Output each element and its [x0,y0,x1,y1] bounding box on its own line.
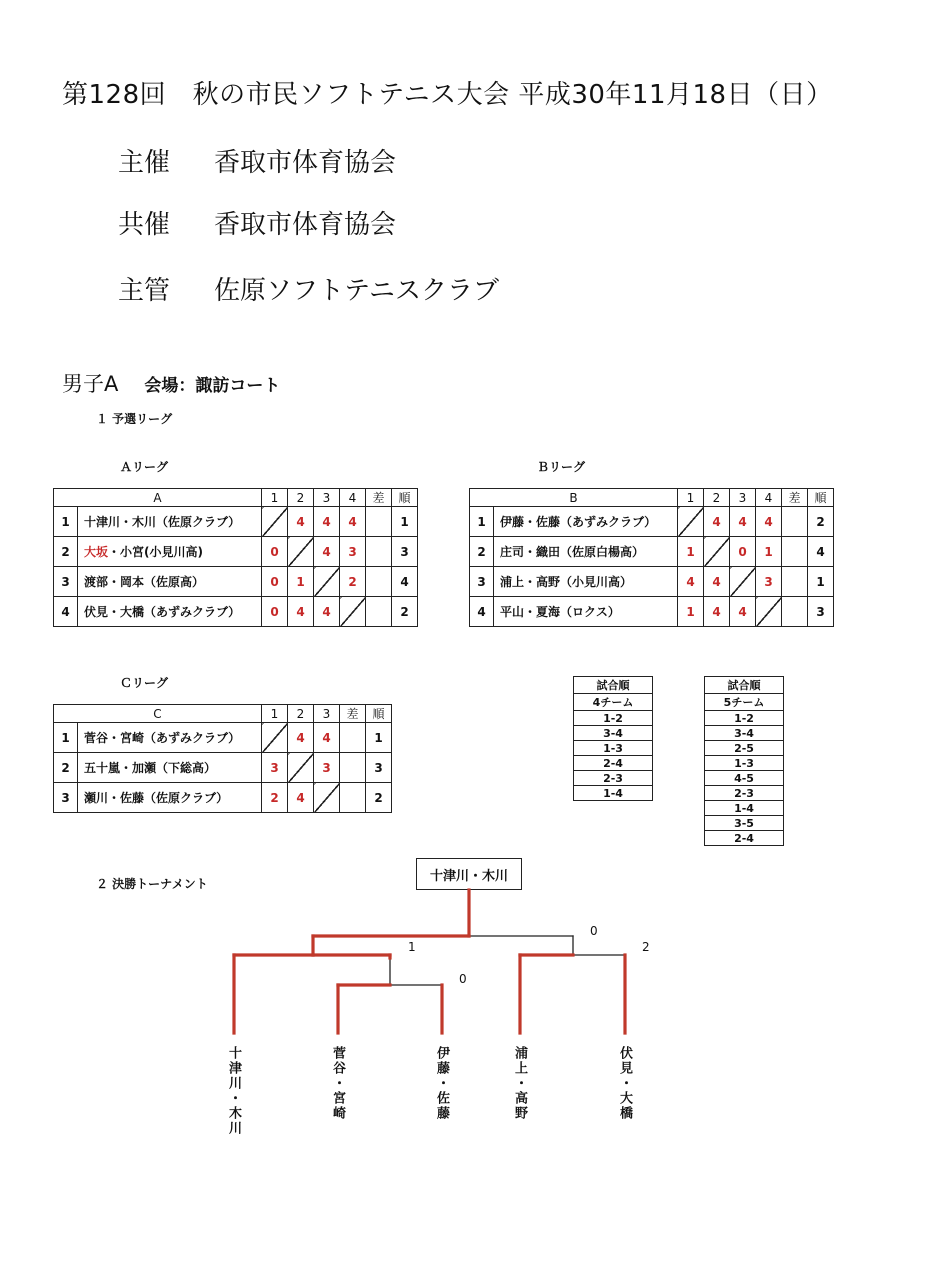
rank-cell: 4 [392,567,418,597]
score-cell: 4 [314,597,340,627]
tournament-winner: 十津川・木川 [416,858,522,890]
league-c-header-diff: 差 [340,705,366,723]
row-number: 4 [54,597,78,627]
rank-cell: 2 [366,783,392,813]
entrant-4: 浦上・高野 [512,1046,527,1121]
preliminary-label: １ 予選リーグ [96,412,173,426]
team-name-text: 平山・夏海（ロクス） [500,605,620,619]
rank-cell: 3 [808,597,834,627]
score-cell: 4 [288,723,314,753]
score-cell: 4 [288,507,314,537]
league-c-header-name: C [54,705,262,723]
rank-cell: 1 [392,507,418,537]
row-number: 4 [470,597,494,627]
league-b-header-rank: 順 [808,489,834,507]
organizer-cohost-label: 共催 [118,210,171,240]
score-cell: 0 [262,537,288,567]
organizer-cohost-value: 香取市体育協会 [214,210,397,240]
rank-cell: 3 [392,537,418,567]
entrant-2: 菅谷・宮崎 [330,1046,345,1121]
league-a-header-2: 2 [288,489,314,507]
score-cell: 4 [288,783,314,813]
score-semi-inner: 0 [459,972,467,986]
score-final-left: 1 [408,940,416,954]
list-item: 2-3 [574,771,653,786]
league-c-header-3: 3 [314,705,340,723]
team-name-text: 庄司・織田（佐原白楊高） [500,545,645,559]
list-item: 2-4 [574,756,653,771]
list-item: 1-2 [705,711,784,726]
team-name-text: 瀬川・佐藤（佐原クラブ） [84,791,229,805]
team-name-text: 五十嵐・加瀬（下総高） [84,761,217,775]
list-item: 1-3 [574,741,653,756]
entrant-1: 十津川・木川 [226,1046,241,1136]
rank-cell: 1 [808,567,834,597]
league-b-header-diff: 差 [782,489,808,507]
score-cell: 1 [288,567,314,597]
league-c-header-1: 1 [262,705,288,723]
score-cell: 4 [678,567,704,597]
section-title: 男子A [62,372,119,396]
team-name-text: 十津川・木川（佐原クラブ） [84,515,241,529]
score-cell: 1 [678,597,704,627]
rank-cell: 3 [366,753,392,783]
score-cell: 4 [288,597,314,627]
score-cell: 4 [314,723,340,753]
match-order-5-title: 試合順 [705,677,784,694]
organizer-manager-value: 佐原ソフトテニスクラブ [214,276,499,306]
league-a-header-rank: 順 [392,489,418,507]
score-cell: 0 [262,597,288,627]
score-cell: 4 [340,507,366,537]
organizer-manager-label: 主管 [118,276,171,306]
tournament-label: ２ 決勝トーナメント [96,877,208,891]
team-name-text: 伊藤・佐藤（あずみクラブ） [500,515,657,529]
list-item: 2-3 [705,786,784,801]
organizer-host-label: 主催 [118,148,171,178]
list-item: 1-3 [705,756,784,771]
league-a-header-diff: 差 [366,489,392,507]
row-number: 3 [54,783,78,813]
league-a-header-name: A [54,489,262,507]
team-name-text: 浦上・高野（小見川高） [500,575,633,589]
score-cell: 3 [756,567,782,597]
row-number: 1 [54,723,78,753]
score-cell: 1 [756,537,782,567]
rank-cell: 1 [366,723,392,753]
score-cell: 4 [314,537,340,567]
bracket-lines-red [234,890,625,1033]
league-c-caption: Ｃリーグ [120,676,169,690]
score-cell: 3 [314,753,340,783]
match-order-4-title: 試合順 [574,677,653,694]
row-number: 3 [470,567,494,597]
rank-cell: 2 [392,597,418,627]
score-cell: 4 [704,567,730,597]
team-name-text: 伏見・大橋（あずみクラブ） [84,605,241,619]
score-cell: 0 [262,567,288,597]
score-cell: 4 [314,507,340,537]
league-b-header-4: 4 [756,489,782,507]
bracket-lines-black [390,936,625,985]
row-number: 1 [54,507,78,537]
match-order-5-subtitle: 5チーム [705,694,784,711]
team-name-text: 菅谷・宮崎（あずみクラブ） [84,731,241,745]
score-cell: 3 [262,753,288,783]
score-cell: 0 [730,537,756,567]
score-cell: 2 [262,783,288,813]
row-number: 2 [54,753,78,783]
score-cell: 3 [340,537,366,567]
league-a-header-1: 1 [262,489,288,507]
team-name-highlight: 大坂 [84,545,109,559]
score-cell: 4 [730,597,756,627]
list-item: 4-5 [705,771,784,786]
list-item: 2-5 [705,741,784,756]
league-b-header-name: B [470,489,678,507]
list-item: 1-2 [574,711,653,726]
organizer-host-value: 香取市体育協会 [214,148,397,178]
score-semi-right: 2 [642,940,650,954]
list-item: 3-4 [705,726,784,741]
score-cell: 4 [704,507,730,537]
list-item: 1-4 [705,801,784,816]
league-c-header-rank: 順 [366,705,392,723]
row-number: 2 [54,537,78,567]
league-b-header-2: 2 [704,489,730,507]
entrant-5: 伏見・大橋 [617,1046,632,1121]
team-name-text: ・小宮(小見川高) [108,545,203,559]
league-b-caption: Ｂリーグ [537,460,586,474]
league-a-header-4: 4 [340,489,366,507]
rank-cell: 2 [808,507,834,537]
row-number: 2 [470,537,494,567]
list-item: 3-5 [705,816,784,831]
league-b-header-1: 1 [678,489,704,507]
row-number: 1 [470,507,494,537]
league-b-header-3: 3 [730,489,756,507]
team-name-text: 渡部・岡本（佐原高） [84,575,205,589]
match-order-4-subtitle: 4チーム [574,694,653,711]
list-item: 3-4 [574,726,653,741]
entrant-3: 伊藤・佐藤 [434,1046,449,1121]
score-cell: 4 [730,507,756,537]
league-a-caption: Ａリーグ [120,460,169,474]
rank-cell: 4 [808,537,834,567]
score-cell: 4 [704,597,730,627]
league-c-header-2: 2 [288,705,314,723]
score-cell: 1 [678,537,704,567]
list-item: 2-4 [705,831,784,846]
page-title: 第128回 秋の市民ソフトテニス大会 平成30年11月18日（日） [62,80,833,110]
list-item: 1-4 [574,786,653,801]
score-cell: 2 [340,567,366,597]
row-number: 3 [54,567,78,597]
score-cell: 4 [756,507,782,537]
section-venue: 会場：諏訪コート [144,376,281,396]
score-final-right: 0 [590,924,598,938]
league-a-header-3: 3 [314,489,340,507]
